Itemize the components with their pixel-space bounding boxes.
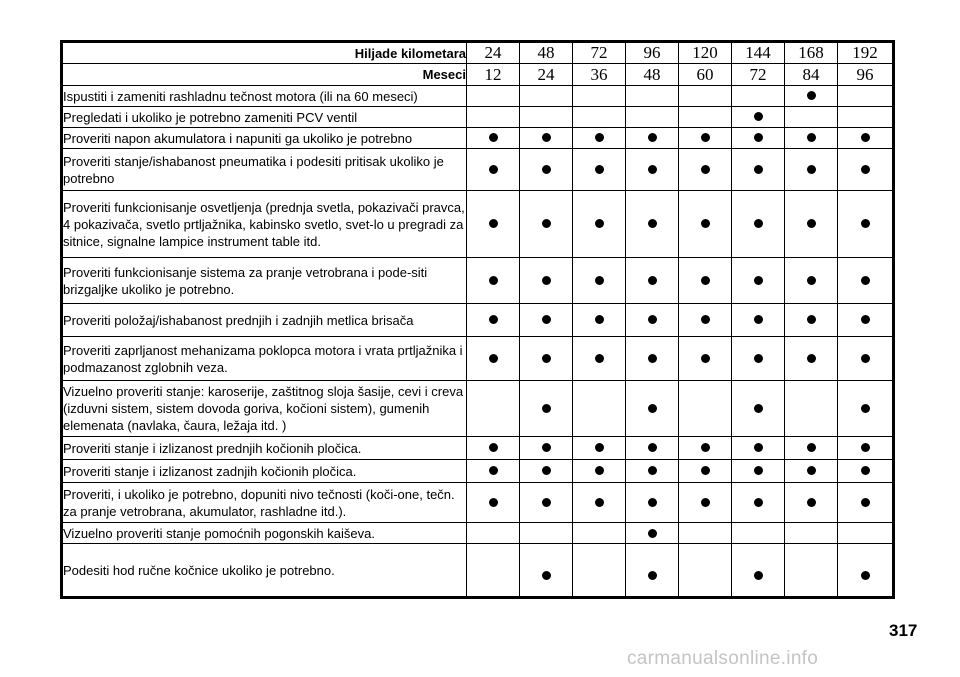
interval-cell [785, 304, 838, 337]
check-dot-icon [701, 498, 710, 507]
task-description: Vizuelno proveriti stanje pomoćnih pogonskih kaiševa. [62, 523, 467, 544]
interval-cell [785, 191, 838, 258]
check-dot-icon [648, 219, 657, 228]
check-dot-icon [861, 466, 870, 475]
interval-cell [785, 337, 838, 381]
interval-cell [732, 149, 785, 191]
check-dot-icon [542, 443, 551, 452]
check-dot-icon [754, 112, 763, 121]
interval-cell [573, 337, 626, 381]
interval-cell [467, 128, 520, 149]
check-dot-icon [542, 354, 551, 363]
task-description: Ispustiti i zameniti rashladnu tečnost motora (ili na 60 meseci) [62, 86, 467, 107]
interval-cell [573, 258, 626, 304]
interval-cell [520, 107, 573, 128]
header-row-kilometers [62, 42, 894, 64]
table-row [62, 258, 894, 304]
check-dot-icon [489, 498, 498, 507]
check-dot-icon [595, 276, 604, 285]
interval-cell [679, 523, 732, 544]
check-dot-icon [595, 133, 604, 142]
interval-cell [520, 483, 573, 523]
interval-cell [573, 523, 626, 544]
interval-cell [785, 107, 838, 128]
interval-cell [520, 86, 573, 107]
check-dot-icon [754, 466, 763, 475]
task-description: Proveriti položaj/ishabanost prednjih i zadnjih metlica brisača [62, 304, 467, 337]
check-dot-icon [595, 165, 604, 174]
interval-cell [520, 544, 573, 598]
interval-cell [838, 258, 894, 304]
interval-cell [573, 86, 626, 107]
check-dot-icon [648, 276, 657, 285]
interval-cell [467, 107, 520, 128]
interval-cell [467, 191, 520, 258]
month-value: 36 [573, 64, 626, 86]
interval-cell [732, 544, 785, 598]
check-dot-icon [807, 466, 816, 475]
check-dot-icon [542, 466, 551, 475]
month-header-label: Meseci [62, 64, 467, 86]
check-dot-icon [595, 315, 604, 324]
interval-cell [838, 191, 894, 258]
table-row [62, 483, 894, 523]
check-dot-icon [489, 466, 498, 475]
interval-cell [573, 107, 626, 128]
check-dot-icon [648, 571, 657, 580]
check-dot-icon [861, 276, 870, 285]
interval-cell [838, 523, 894, 544]
km-value: 96 [626, 42, 679, 64]
check-dot-icon [754, 571, 763, 580]
check-dot-icon [542, 571, 551, 580]
table-row [62, 523, 894, 544]
interval-cell [838, 304, 894, 337]
check-dot-icon [542, 498, 551, 507]
check-dot-icon [861, 443, 870, 452]
check-dot-icon [701, 315, 710, 324]
check-dot-icon [489, 219, 498, 228]
table-row [62, 381, 894, 437]
interval-cell [626, 128, 679, 149]
task-description: Podesiti hod ručne kočnice ukoliko je potrebno. [62, 544, 467, 598]
task-description: Proveriti zaprljanost mehanizama poklopca motora i vrata prtljažnika i podmazanost zglobnih veza. [62, 337, 467, 381]
table-row [62, 149, 894, 191]
interval-cell [467, 304, 520, 337]
check-dot-icon [648, 529, 657, 538]
interval-cell [573, 483, 626, 523]
interval-cell [732, 483, 785, 523]
interval-cell [626, 544, 679, 598]
task-description: Proveriti funkcionisanje sistema za pranje vetrobrana i pode-siti brizgaljke ukoliko je potrebno. [62, 258, 467, 304]
month-value: 96 [838, 64, 894, 86]
page-number: 317 [889, 621, 918, 640]
interval-cell [679, 86, 732, 107]
table-row [62, 304, 894, 337]
check-dot-icon [754, 276, 763, 285]
interval-cell [626, 258, 679, 304]
interval-cell [785, 544, 838, 598]
interval-cell [785, 128, 838, 149]
interval-cell [732, 128, 785, 149]
month-value: 72 [732, 64, 785, 86]
interval-cell [679, 128, 732, 149]
km-value: 72 [573, 42, 626, 64]
check-dot-icon [542, 404, 551, 413]
interval-cell [573, 304, 626, 337]
km-value: 24 [467, 42, 520, 64]
check-dot-icon [489, 315, 498, 324]
interval-cell [626, 460, 679, 483]
interval-cell [467, 337, 520, 381]
interval-cell [732, 107, 785, 128]
check-dot-icon [648, 315, 657, 324]
interval-cell [573, 149, 626, 191]
check-dot-icon [861, 133, 870, 142]
interval-cell [785, 437, 838, 460]
check-dot-icon [701, 276, 710, 285]
check-dot-icon [648, 133, 657, 142]
check-dot-icon [648, 498, 657, 507]
interval-cell [732, 437, 785, 460]
interval-cell [785, 149, 838, 191]
check-dot-icon [489, 443, 498, 452]
km-value: 120 [679, 42, 732, 64]
interval-cell [785, 258, 838, 304]
interval-cell [838, 437, 894, 460]
check-dot-icon [542, 165, 551, 174]
check-dot-icon [754, 498, 763, 507]
interval-cell [520, 337, 573, 381]
check-dot-icon [807, 165, 816, 174]
check-dot-icon [807, 443, 816, 452]
interval-cell [520, 191, 573, 258]
interval-cell [467, 381, 520, 437]
interval-cell [732, 86, 785, 107]
check-dot-icon [701, 443, 710, 452]
interval-cell [732, 381, 785, 437]
interval-cell [679, 191, 732, 258]
interval-cell [467, 258, 520, 304]
interval-cell [732, 460, 785, 483]
check-dot-icon [861, 165, 870, 174]
interval-cell [679, 483, 732, 523]
check-dot-icon [542, 276, 551, 285]
km-value: 48 [520, 42, 573, 64]
check-dot-icon [754, 165, 763, 174]
interval-cell [573, 437, 626, 460]
check-dot-icon [595, 498, 604, 507]
check-dot-icon [807, 315, 816, 324]
interval-cell [679, 337, 732, 381]
maintenance-schedule-table [60, 40, 895, 599]
check-dot-icon [807, 133, 816, 142]
check-dot-icon [489, 276, 498, 285]
task-description: Proveriti stanje i izlizanost zadnjih kočionih pločica. [62, 460, 467, 483]
interval-cell [520, 437, 573, 460]
task-description: Proveriti stanje i izlizanost prednjih kočionih pločica. [62, 437, 467, 460]
check-dot-icon [861, 498, 870, 507]
km-value: 168 [785, 42, 838, 64]
interval-cell [467, 86, 520, 107]
interval-cell [679, 544, 732, 598]
interval-cell [573, 128, 626, 149]
check-dot-icon [807, 276, 816, 285]
interval-cell [467, 149, 520, 191]
check-dot-icon [754, 443, 763, 452]
interval-cell [679, 381, 732, 437]
interval-cell [626, 86, 679, 107]
task-description: Proveriti stanje/ishabanost pneumatika i podesiti pritisak ukoliko je potrebno [62, 149, 467, 191]
check-dot-icon [648, 443, 657, 452]
check-dot-icon [861, 571, 870, 580]
task-description: Proveriti, i ukoliko je potrebno, dopuniti nivo tečnosti (koči-one, tečn. za pranje vetrobrana, akumulator, rashladne itd.). [62, 483, 467, 523]
check-dot-icon [807, 91, 816, 100]
check-dot-icon [595, 466, 604, 475]
interval-cell [626, 523, 679, 544]
check-dot-icon [648, 165, 657, 174]
watermark: carmanualsonline.info [627, 648, 819, 669]
check-dot-icon [861, 354, 870, 363]
interval-cell [732, 191, 785, 258]
interval-cell [626, 149, 679, 191]
interval-cell [626, 191, 679, 258]
interval-cell [520, 460, 573, 483]
interval-cell [467, 544, 520, 598]
interval-cell [785, 86, 838, 107]
interval-cell [626, 304, 679, 337]
interval-cell [785, 460, 838, 483]
check-dot-icon [861, 404, 870, 413]
table-row [62, 128, 894, 149]
check-dot-icon [754, 354, 763, 363]
task-description: Vizuelno proveriti stanje: karoserije, zaštitnog sloja šasije, cevi i creva (izduvni sistem, sistem dovoda goriva, kočioni sistem), gumenih elemenata (navlaka, čaura, ležaja itd. ) [62, 381, 467, 437]
table-row [62, 460, 894, 483]
check-dot-icon [648, 466, 657, 475]
interval-cell [732, 337, 785, 381]
check-dot-icon [648, 404, 657, 413]
interval-cell [467, 437, 520, 460]
km-value: 144 [732, 42, 785, 64]
interval-cell [679, 460, 732, 483]
check-dot-icon [861, 315, 870, 324]
table-row [62, 437, 894, 460]
task-description: Proveriti napon akumulatora i napuniti ga ukoliko je potrebno [62, 128, 467, 149]
interval-cell [732, 258, 785, 304]
interval-cell [732, 523, 785, 544]
interval-cell [838, 337, 894, 381]
check-dot-icon [542, 315, 551, 324]
interval-cell [838, 107, 894, 128]
interval-cell [467, 460, 520, 483]
check-dot-icon [701, 466, 710, 475]
table-row [62, 191, 894, 258]
check-dot-icon [861, 219, 870, 228]
interval-cell [626, 381, 679, 437]
month-value: 12 [467, 64, 520, 86]
check-dot-icon [648, 354, 657, 363]
km-value: 192 [838, 42, 894, 64]
interval-cell [626, 337, 679, 381]
check-dot-icon [754, 219, 763, 228]
check-dot-icon [701, 165, 710, 174]
interval-cell [467, 483, 520, 523]
table-row [62, 337, 894, 381]
check-dot-icon [701, 133, 710, 142]
check-dot-icon [542, 133, 551, 142]
check-dot-icon [807, 498, 816, 507]
km-header-label: Hiljade kilometara [62, 42, 467, 64]
interval-cell [679, 149, 732, 191]
check-dot-icon [542, 219, 551, 228]
interval-cell [838, 483, 894, 523]
check-dot-icon [701, 354, 710, 363]
task-description: Proveriti funkcionisanje osvetljenja (prednja svetla, pokazivači pravca, 4 pokazivača, svetlo prtljažnika, kabinsko svetlo, svet-lo u pregradi za sitnice, signalne lampice instrument table itd. [62, 191, 467, 258]
check-dot-icon [754, 404, 763, 413]
interval-cell [838, 128, 894, 149]
table-row [62, 107, 894, 128]
check-dot-icon [754, 133, 763, 142]
check-dot-icon [595, 219, 604, 228]
interval-cell [679, 107, 732, 128]
month-value: 24 [520, 64, 573, 86]
header-row-months [62, 64, 894, 86]
interval-cell [785, 523, 838, 544]
interval-cell [573, 381, 626, 437]
interval-cell [520, 304, 573, 337]
interval-cell [520, 523, 573, 544]
interval-cell [838, 149, 894, 191]
interval-cell [573, 460, 626, 483]
check-dot-icon [595, 354, 604, 363]
interval-cell [679, 304, 732, 337]
interval-cell [626, 107, 679, 128]
interval-cell [520, 381, 573, 437]
check-dot-icon [489, 165, 498, 174]
check-dot-icon [489, 354, 498, 363]
interval-cell [573, 191, 626, 258]
interval-cell [732, 304, 785, 337]
table-row [62, 86, 894, 107]
interval-cell [679, 437, 732, 460]
month-value: 48 [626, 64, 679, 86]
month-value: 60 [679, 64, 732, 86]
interval-cell [838, 460, 894, 483]
interval-cell [785, 483, 838, 523]
interval-cell [626, 483, 679, 523]
check-dot-icon [701, 219, 710, 228]
interval-cell [838, 381, 894, 437]
interval-cell [573, 544, 626, 598]
check-dot-icon [807, 219, 816, 228]
interval-cell [520, 128, 573, 149]
check-dot-icon [807, 354, 816, 363]
interval-cell [520, 258, 573, 304]
table-row [62, 544, 894, 598]
interval-cell [679, 258, 732, 304]
interval-cell [467, 523, 520, 544]
interval-cell [626, 437, 679, 460]
check-dot-icon [489, 133, 498, 142]
interval-cell [520, 149, 573, 191]
check-dot-icon [754, 315, 763, 324]
interval-cell [838, 544, 894, 598]
month-value: 84 [785, 64, 838, 86]
interval-cell [785, 381, 838, 437]
interval-cell [838, 86, 894, 107]
task-description: Pregledati i ukoliko je potrebno zameniti PCV ventil [62, 107, 467, 128]
check-dot-icon [595, 443, 604, 452]
